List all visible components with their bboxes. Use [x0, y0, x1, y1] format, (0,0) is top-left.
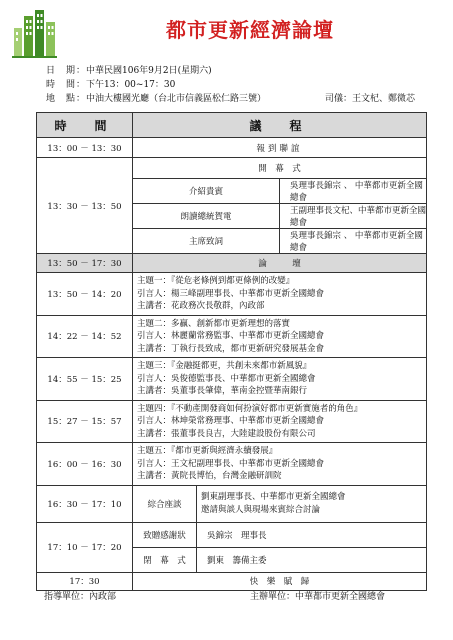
thanks-time: 17：10 － 17：20 [37, 522, 133, 572]
date-line [46, 63, 212, 76]
thanks-text: 吳錦宗 理事長 [207, 530, 267, 541]
checkin-time: 13：00 － 13：30 [37, 138, 133, 158]
panel-content [197, 486, 427, 522]
opening-item-label: 朗讀總統賀電 [133, 204, 280, 229]
opening-subtable [133, 158, 426, 253]
session-time: 14：55 － 15：25 [37, 358, 133, 401]
session-topic: 主題五：『都市更新與經濟永續發展』 [137, 446, 278, 456]
opening-item-text: 吳理事長錦宗 、 中華都市更新全國總會 [280, 229, 427, 254]
session-topic: 主題三：『金融挺都更，共創未來都市新風貌』 [137, 361, 312, 371]
session-content [133, 358, 427, 401]
session-speaker: 主講者：吳董事長肇偉，華南金控暨華南銀行 [137, 386, 308, 396]
opening-item-text: 王副理事長文杞、中華都市更新全國總會 [280, 204, 427, 229]
opening-item [133, 204, 426, 229]
session-row [37, 400, 427, 443]
closing-label: 閉 幕 式 [133, 547, 197, 572]
session-row [37, 358, 427, 401]
table-header-row [37, 113, 427, 138]
session-time: 16：00 － 16：30 [37, 443, 133, 486]
header-agenda: 議 程 [133, 113, 427, 138]
session-topic: 主題二：多贏、創新都市更新理想的落實 [137, 318, 291, 329]
opening-item-text: 吳理事長錦宗 、 中華都市更新全國總會 [280, 179, 427, 204]
forum-time: 13：50 － 17：30 [37, 254, 133, 273]
panel-label: 綜合座談 [133, 486, 197, 522]
checkin-text: 報到聯誼 [133, 138, 427, 158]
session-host: 引言人：林坤榮常務理事、中華都市更新全國總會 [137, 416, 325, 426]
closing-row [37, 522, 427, 572]
session-speaker: 主講者：黃院長博怡，台灣金融研訓院 [137, 471, 282, 481]
opening-item [133, 179, 426, 204]
opening-time: 13：30 － 13：50 [37, 158, 133, 254]
place-label: 地 點： [46, 94, 87, 104]
time-line [46, 77, 175, 90]
closing-item [133, 547, 426, 572]
page-title: 都市更新經濟論壇 [166, 18, 334, 42]
panel-row [37, 485, 427, 522]
panel-host: 劉東副理事長、中華都市更新全國總會 [201, 492, 346, 502]
session-speaker: 主講者：花政務次長敬群，內政部 [137, 301, 265, 311]
session-time: 14：22 － 14：52 [37, 315, 133, 358]
opening-item-label: 主席致詞 [133, 229, 280, 254]
session-row [37, 315, 427, 358]
forum-text: 論 壇 [133, 254, 427, 273]
session-host: 引言人：吳俊德監事長、中華都市更新全國總會 [137, 373, 316, 384]
session-content [133, 315, 427, 358]
session-speaker: 主講者：張董事長良吉，大陸建設股份有限公司 [137, 428, 316, 439]
moderator-line: 司儀：王文杞、鄭微芯 [325, 94, 416, 104]
building-logo-icon [10, 8, 60, 60]
place-line [46, 91, 266, 104]
dinner-row [37, 572, 427, 590]
date-value: 中華民國106年9月2日(星期六) [86, 66, 212, 76]
time-value: 下午13：00~17：30 [86, 80, 176, 90]
opening-item [133, 229, 426, 254]
session-topic: 主題一：『從危老條例到都更條例的改變』 [137, 276, 295, 286]
session-host: 引言人：楊三峰副理事長、中華都市更新全國總會 [137, 288, 325, 299]
footer-organizer: 主辦單位：中華都市更新全國總會 [250, 592, 386, 602]
session-row [37, 273, 427, 316]
date-label: 日 期： [46, 66, 87, 76]
forum-row [37, 254, 427, 273]
opening-row [37, 158, 427, 254]
session-content [133, 400, 427, 443]
session-time: 13：50 － 14：20 [37, 273, 133, 316]
dinner-text: 快 樂 賦 歸 [133, 572, 427, 590]
session-content [133, 273, 427, 316]
thanks-label: 致贈感謝狀 [133, 523, 197, 548]
session-host: 引言人：王文杞副理事長、中華都市更新全國總會 [137, 458, 325, 469]
panel-note: 邀請與談人與現場來賓綜合討論 [201, 504, 321, 515]
header-time: 時 間 [37, 113, 133, 138]
thanks-item [133, 523, 426, 548]
session-topic: 主題四：『不動產開發商如何扮演好都市更新實施者的角色』 [137, 403, 363, 414]
schedule-table [36, 112, 427, 591]
dinner-time: 17：30 [37, 572, 133, 590]
opening-item-label: 介紹貴賓 [133, 179, 280, 204]
session-row [37, 443, 427, 486]
panel-subtable [133, 486, 426, 522]
opening-title: 開 幕 式 [258, 164, 301, 174]
checkin-row [37, 138, 427, 158]
session-host: 引言人：林麗蘭常務監事、中華都市更新全國總會 [137, 331, 325, 341]
panel-time: 16：30 － 17：10 [37, 485, 133, 522]
closing-subtable [133, 523, 426, 572]
session-time: 15：27 － 15：57 [37, 400, 133, 443]
footer-guidance: 指導單位：內政部 [44, 592, 117, 602]
time-label: 時 間： [46, 80, 87, 90]
session-speaker: 主講者：丁執行長致成，都市更新研究發展基金會 [137, 343, 325, 354]
session-content [133, 443, 427, 486]
closing-text: 劉東 籌備主委 [197, 547, 427, 572]
place-value: 中油大樓國光廳（台北市信義區松仁路三號） [86, 94, 267, 104]
